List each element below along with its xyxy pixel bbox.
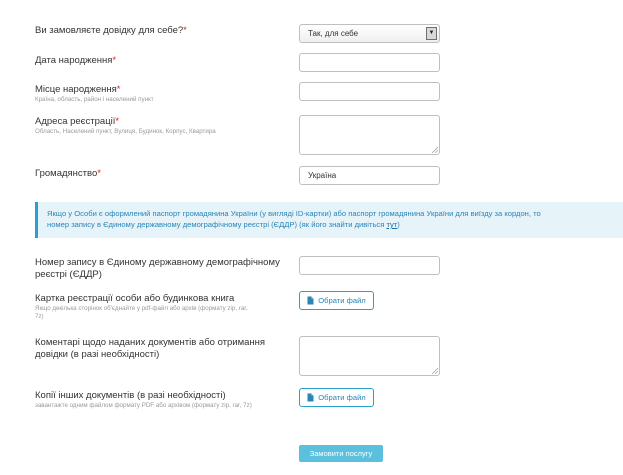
for-self-label-text: Ви замовляєте довідку для себе? — [35, 25, 184, 36]
info-line-1: Якщо у Особи є оформлений паспорт громадянина України (у вигляді ID-картки) або паспорт громадянина України для виїзду за кордон, то — [47, 209, 541, 218]
other-docs-button-label: Обрати файл — [318, 393, 366, 402]
passport-info-box — [35, 202, 623, 238]
required-mark: * — [112, 55, 117, 66]
birth-date-input[interactable] — [299, 53, 440, 72]
info-line-2-suffix: ) — [397, 220, 400, 229]
birth-place-input[interactable] — [299, 82, 440, 101]
citizenship-label — [35, 168, 101, 180]
birth-place-label — [35, 84, 120, 96]
registration-card-label: Картка реєстрації особи або будинкова книга — [35, 293, 235, 304]
submit-button[interactable]: Замовити послугу — [299, 445, 383, 462]
file-icon — [307, 296, 314, 305]
caret-down-icon: ▼ — [426, 27, 437, 40]
registration-address-label — [35, 116, 119, 128]
citizenship-input-value: Україна — [308, 171, 337, 180]
required-mark: * — [116, 84, 121, 95]
comments-label-line-2: довідки (в разі необхідності) — [35, 349, 160, 360]
registration-address-label-text: Адреса реєстрації — [35, 116, 116, 127]
required-mark: * — [115, 116, 120, 127]
other-docs-choose-file-button[interactable] — [299, 388, 374, 407]
birth-date-label — [35, 55, 116, 67]
resize-grip-icon[interactable] — [432, 368, 438, 374]
registration-card-hint — [35, 305, 248, 321]
resize-grip-icon[interactable] — [432, 147, 438, 153]
comments-label — [35, 337, 265, 361]
comments-label-line-1: Коментарі щодо наданих документів або отримання — [35, 337, 266, 348]
comments-textarea[interactable] — [299, 336, 440, 376]
other-docs-hint: завантажте одним файлом формату PDF або архівом (формату zip, rar, 7z) — [35, 402, 252, 409]
citizenship-label-text: Громадянство — [35, 168, 98, 179]
registration-card-hint-line-1: Якщо декілька сторінок об'єднайте у pdf-файл або архів (формату zip, rar, — [35, 305, 248, 312]
eddr-number-input[interactable] — [299, 256, 440, 275]
registration-address-hint: Область, Населений пункт, Вулиця, Будинок, Корпус, Квартира — [35, 128, 216, 135]
required-mark: * — [97, 168, 101, 179]
birth-place-label-text: Місце народження — [35, 84, 117, 95]
birth-place-hint: Країна, область, район і населений пункт — [35, 96, 154, 103]
file-icon — [307, 393, 314, 402]
for-self-select-value: Так, для себе — [308, 29, 359, 38]
registration-card-button-label: Обрати файл — [318, 296, 366, 305]
eddr-label-line-2: реєстрі (ЄДДР) — [35, 269, 102, 280]
birth-date-label-text: Дата народження — [35, 55, 113, 66]
eddr-label-line-1: Номер запису в Єдиному державному демографічному — [35, 257, 280, 268]
registration-card-choose-file-button[interactable] — [299, 291, 374, 310]
citizenship-input[interactable] — [299, 166, 440, 185]
info-link-here[interactable]: тут — [386, 220, 398, 229]
registration-address-textarea[interactable] — [299, 115, 440, 155]
registration-card-hint-line-2: 7z) — [35, 313, 44, 320]
required-mark: * — [183, 25, 187, 36]
for-self-select[interactable] — [299, 24, 440, 43]
info-line-2-prefix: номер запису в Єдиному державному демографічному реєстрі (ЄДДР) (як його знайти дивіться — [47, 220, 387, 229]
info-line-2 — [47, 219, 623, 230]
other-docs-label: Копії інших документів (в разі необхідності) — [35, 390, 226, 401]
eddr-number-label — [35, 257, 280, 281]
for-self-label — [35, 25, 187, 37]
